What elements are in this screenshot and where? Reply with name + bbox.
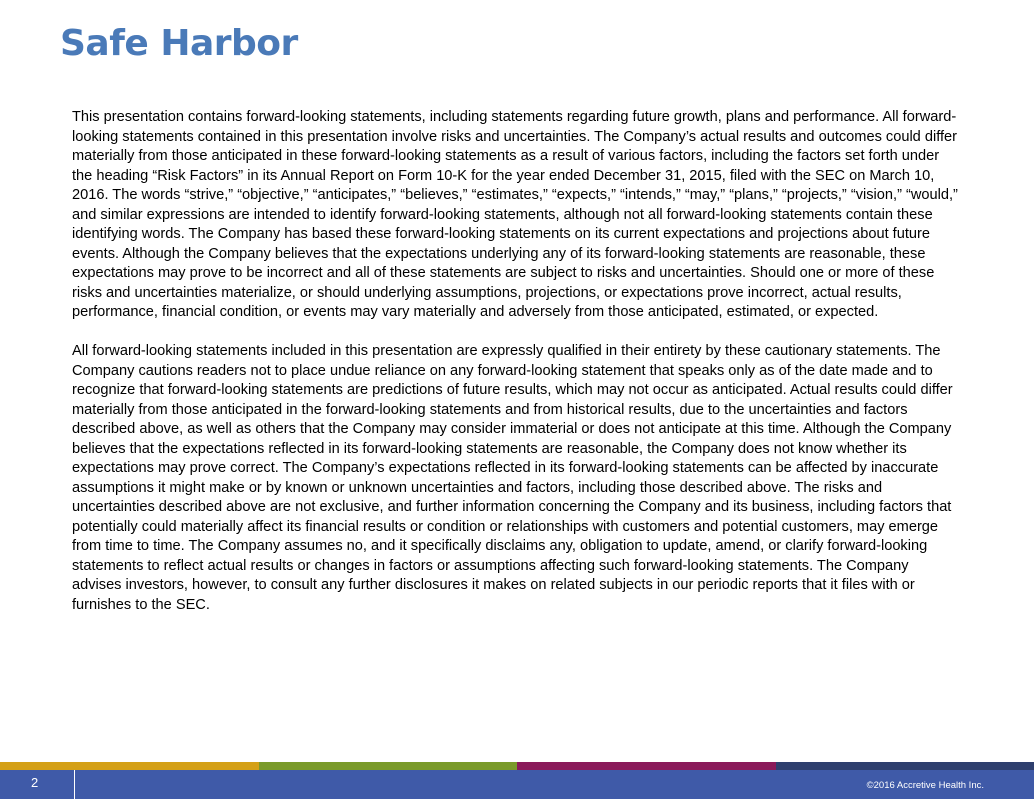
disclaimer-paragraph-2: All forward-looking statements included in this presentation are expressly qualified in their entirety by these cautionary statements. The Company cautions readers not to place undue reliance on any forward-looking statement that speaks only as of the date made and to recognize that forward-looking statements are predictions of future results, which may not occur as anticipated. Actual results could differ materially from those anticipated in the forward-looking statements and from historical results, due to the uncertainties and factors described above, as well as others that the Company may consider immaterial or does not anticipate at this time. Although the Company believes that the expectations reflected in its forward-looking statements are reasonable, the Company does not know whether its expectations may prove correct. The Company’s expectations reflected in its forward-looking statements can be affected by inaccurate assumptions it might make or by known or unknown uncertainties and factors, including those described above. The risks and uncertainties described above are not exclusive, and further information concerning the Company and its business, including factors that potentially could materially affect its financial results or condition or relationships with customers and potential customers, may emerge from time to time. The Company assumes no, and it specifically disclaims any, obligation to update, amend, or clarify forward-looking statements to reflect actual results or changes in factors or assumptions affecting such forward-looking statements. The Company advises investors, however, to consult any further disclosures it makes on related subjects in our periodic reports that it files with or furnishes to the SEC.: [72, 343, 953, 613]
color-bar-segment-navy: [776, 762, 1034, 770]
color-bar-segment-green: [259, 762, 518, 770]
color-bar-segment-gold: [0, 762, 259, 770]
footer-color-bar: [0, 762, 1034, 770]
footer-divider: [74, 770, 75, 799]
page-number: 2: [31, 775, 39, 790]
footer-bar: [0, 770, 1034, 799]
color-bar-segment-purple: [517, 762, 776, 770]
disclaimer-body: [72, 108, 960, 615]
disclaimer-paragraph-1: This presentation contains forward-looking statements, including statements regarding future growth, plans and performance. All forward-looking statements contained in this presentation involve risks and uncertainties. The Company’s actual results and outcomes could differ materially from those anticipated in these forward-looking statements as a result of various factors, including the factors set forth under the heading “Risk Factors” in its Annual Report on Form 10-K for the year ended December 31, 2015, filed with the SEC on March 10, 2016. The words “strive,” “objective,” “anticipates,” “believes,” “estimates,” “expects,” “intends,” “may,” “plans,” “projects,” “vision,” “would,” and similar expressions are intended to identify forward-looking statements, although not all forward-looking statements contain these identifying words. The Company has based these forward-looking statements on its current expectations and projections about future events. Although the Company believes that the expectations underlying any of its forward-looking statements are reasonable, these expectations may prove to be incorrect and all of these statements are subject to risks and uncertainties. Should one or more of these risks and uncertainties materialize, or should underlying assumptions, projections, or expectations prove incorrect, actual results, performance, financial condition, or events may vary materially and adversely from those anticipated, estimated, or expected.: [72, 109, 958, 320]
slide-title: Safe Harbor: [60, 23, 298, 64]
copyright-notice: ©2016 Accretive Health Inc.: [866, 780, 984, 791]
